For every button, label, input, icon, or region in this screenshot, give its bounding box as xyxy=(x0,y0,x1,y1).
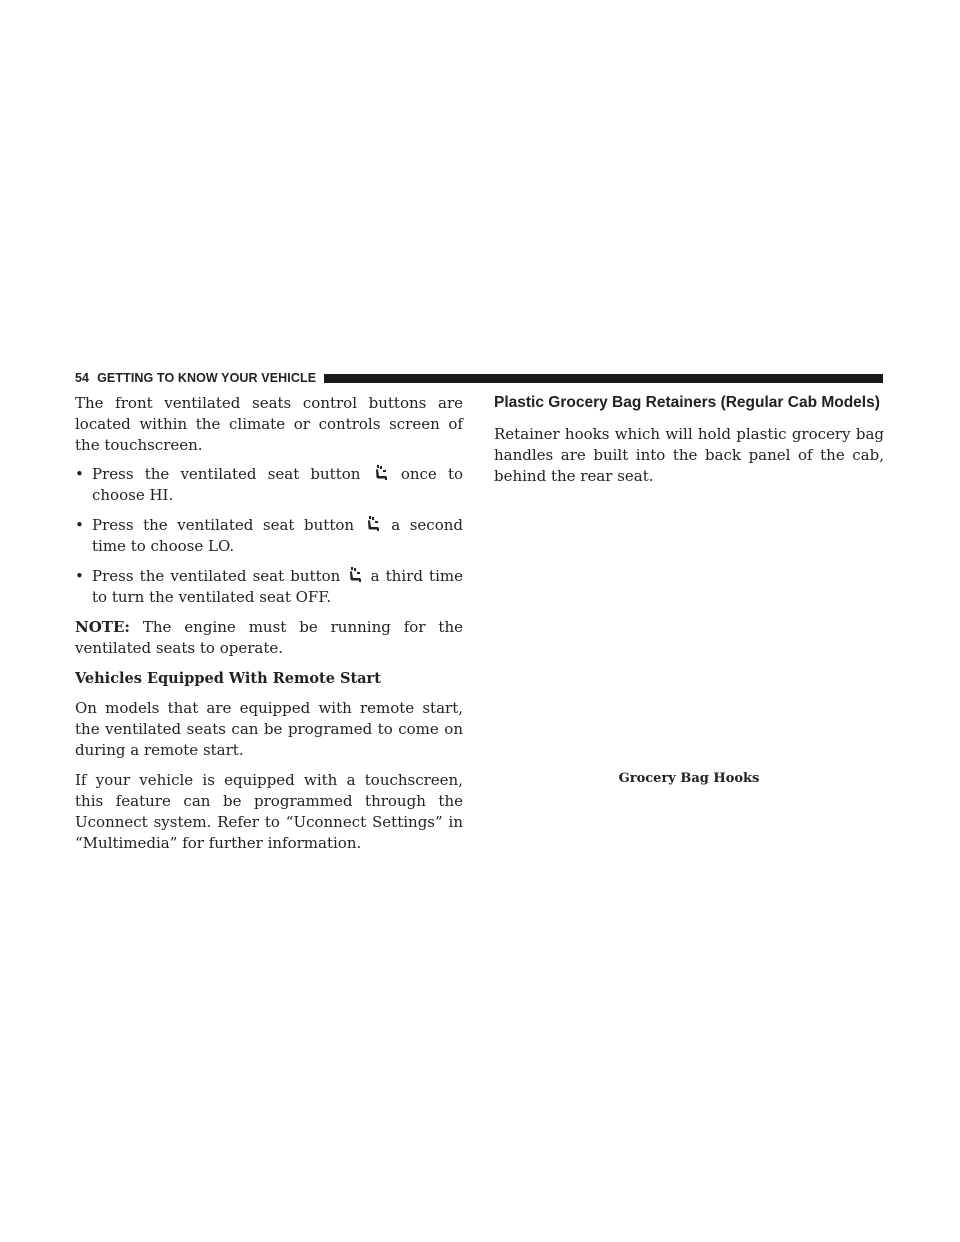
page-number: 54 xyxy=(75,371,90,385)
uconnect-paragraph: If your vehicle is equipped with a touchscreen, this feature can be programmed through the Uconnect system. Refer to “Uconnect Settings” in “Multimedia” for further information. xyxy=(75,771,463,852)
grocery-bag-heading: Plastic Grocery Bag Retainers (Regular Cab Models) xyxy=(494,394,880,411)
note-text: The engine must be running for the ventilated seats to operate. xyxy=(75,618,463,657)
bullet-dot: • xyxy=(75,567,84,585)
bullet-dot: • xyxy=(75,516,84,534)
ventilated-seat-icon xyxy=(374,464,388,482)
bullet-text-before: Press the ventilated seat button xyxy=(92,567,341,585)
remote-start-paragraph: On models that are equipped with remote start, the ventilated seats can be programed to come on during a remote start. xyxy=(75,699,463,759)
bullet-text-before: Press the ventilated seat button xyxy=(92,465,361,483)
header-rule xyxy=(324,374,883,383)
grocery-bag-paragraph: Retainer hooks which will hold plastic grocery bag handles are built into the back panel of the cab, behind the rear seat. xyxy=(494,425,884,485)
ventilated-seat-icon xyxy=(366,515,380,533)
bullet-off xyxy=(75,566,463,608)
note-paragraph xyxy=(75,617,463,659)
ventilated-seat-icon xyxy=(348,566,362,584)
bullet-lo xyxy=(75,515,463,557)
note-label: NOTE: xyxy=(75,618,130,636)
grocery-bag-figure xyxy=(494,487,884,771)
bullet-text-after: a second time to choose LO. xyxy=(92,516,463,555)
figure-caption: Grocery Bag Hooks xyxy=(618,771,760,786)
bullet-text-after: once to choose HI. xyxy=(92,465,464,504)
bullet-hi xyxy=(75,464,463,506)
left-column xyxy=(75,393,463,863)
bullet-text-after: a third time to turn the ventilated seat OFF. xyxy=(92,567,463,606)
bullet-text-before: Press the ventilated seat button xyxy=(92,516,355,534)
right-column xyxy=(494,393,884,786)
bullet-dot: • xyxy=(75,465,84,483)
page-header xyxy=(75,370,883,386)
intro-paragraph: The front ventilated seats control buttons are located within the climate or controls screen of the touchscreen. xyxy=(75,394,463,454)
remote-start-heading: Vehicles Equipped With Remote Start xyxy=(75,670,381,687)
chapter-title: GETTING TO KNOW YOUR VEHICLE xyxy=(97,371,317,385)
